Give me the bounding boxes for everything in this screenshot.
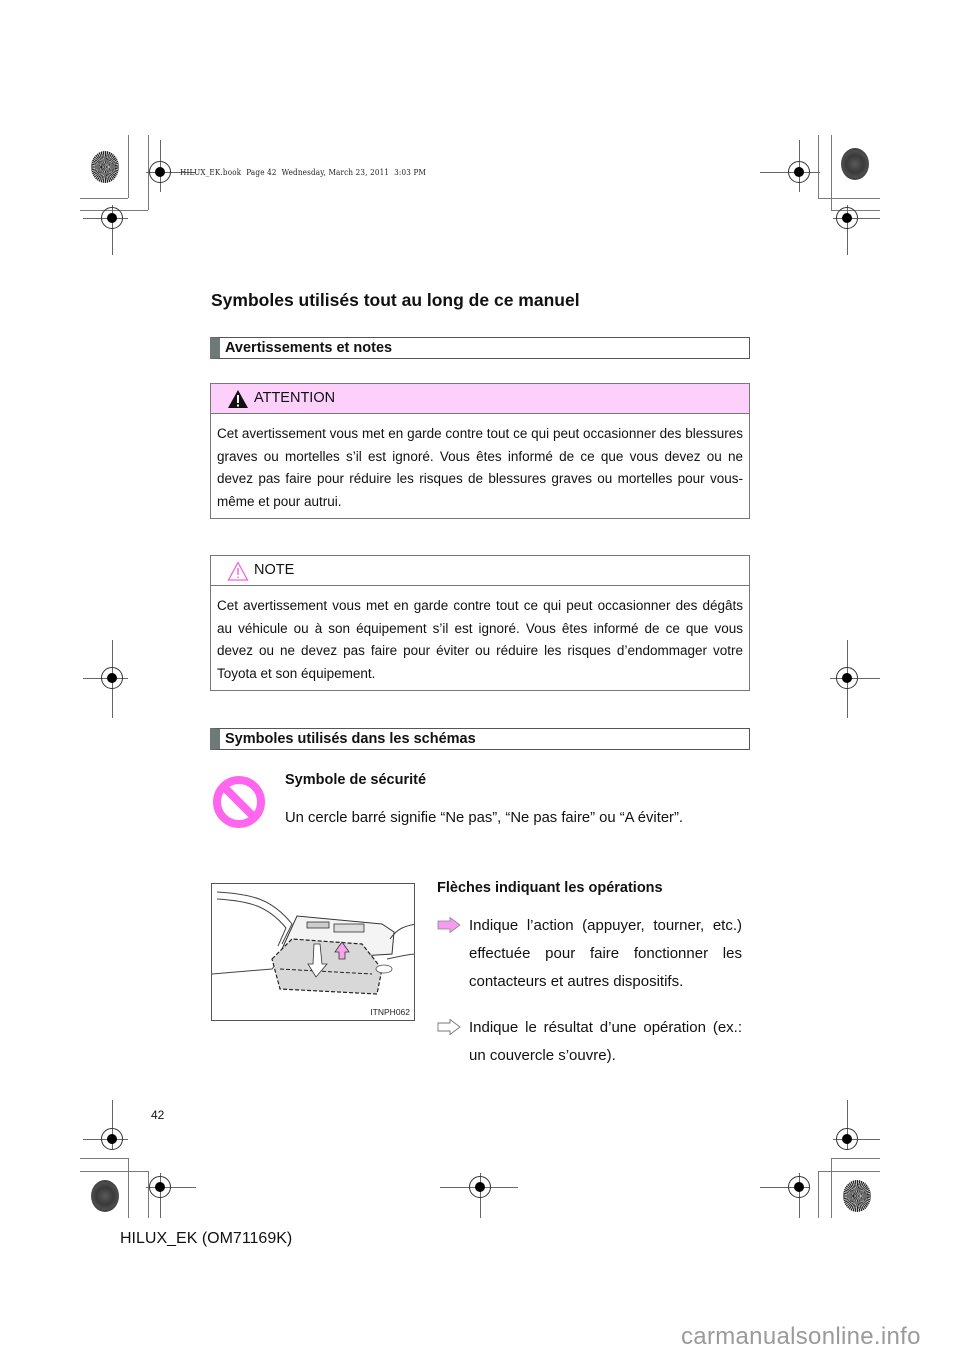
- crop-line: [818, 1171, 819, 1218]
- watermark: carmanualsonline.info: [681, 1323, 921, 1350]
- warning-triangle-filled-icon: [227, 389, 249, 409]
- registration-mark: [836, 1128, 858, 1150]
- section-heading-label: Avertissements et notes: [225, 340, 393, 356]
- starburst-mark: [843, 1180, 871, 1212]
- crop-line: [831, 1158, 880, 1159]
- crop-line: [818, 135, 819, 198]
- arrow-legend-text: Indique le résultat d’une opération (ex.: un couvercle s’ouvre).: [469, 1019, 742, 1064]
- warning-triangle-outline-icon: [227, 561, 249, 581]
- figure-code: ITNPH062: [370, 1007, 410, 1017]
- registration-mark: [788, 161, 810, 183]
- registration-mark: [101, 1128, 123, 1150]
- document-code: HILUX_EK (OM71169K): [120, 1230, 293, 1247]
- overhead-console-illustration: [211, 883, 415, 1021]
- book-meta-header: HILUX_EK.book Page 42 Wednesday, March 23, 2011 3:03 PM: [180, 168, 427, 178]
- note-title: NOTE: [254, 562, 295, 578]
- starburst-mark: [91, 151, 119, 183]
- registration-mark: [149, 161, 171, 183]
- attention-callout: [210, 383, 750, 519]
- crop-line: [818, 198, 880, 199]
- note-body: Cet avertissement vous met en garde contre tout ce qui peut occasionner des dégâts au véhicule ou à son équipement s’il est ignoré. Vous êtes informé de ce que vous devez ou ne devez pas faire pour éviter ou réduire les risques d’endommager votre Toyota et son équipement.: [217, 598, 743, 681]
- attention-title: ATTENTION: [254, 390, 336, 406]
- crop-line: [128, 1158, 129, 1218]
- crop-line: [831, 135, 832, 210]
- prohibition-circle-icon: [212, 775, 266, 829]
- registration-mark: [836, 207, 858, 229]
- registration-mark: [101, 207, 123, 229]
- outline-arrow-icon: [437, 1019, 461, 1035]
- arrow-legend-text: Indique l’action (appuyer, tourner, etc.) effectuée pour faire fonctionner les contacteurs et autres dispositifs.: [469, 917, 742, 990]
- arrow-legend-item: [437, 1014, 742, 1070]
- safety-symbol-text: Un cercle barré signifie “Ne pas”, “Ne pas faire” ou “A éviter”.: [285, 810, 684, 826]
- crop-line: [80, 1158, 128, 1159]
- pink-filled-arrow-icon: [437, 917, 461, 933]
- crop-line: [80, 198, 128, 199]
- dark-disc-mark: [91, 1180, 119, 1212]
- arrows-title: Flèches indiquant les opérations: [437, 880, 663, 896]
- registration-mark: [788, 1176, 810, 1198]
- console-drawing: [212, 884, 415, 1021]
- section-heading-diagrams: [210, 728, 750, 750]
- crop-line: [148, 1171, 149, 1218]
- dark-disc-mark: [841, 148, 869, 180]
- arrow-legend-item: [437, 912, 742, 996]
- crop-line: [831, 1158, 832, 1218]
- crop-line: [80, 1171, 148, 1172]
- note-header: [211, 556, 749, 586]
- page-number: 42: [151, 1108, 165, 1122]
- section-heading-label: Symboles utilisés dans les schémas: [225, 731, 476, 747]
- page-title: Symboles utilisés tout au long de ce manuel: [211, 290, 580, 310]
- attention-body: Cet avertissement vous met en garde contre tout ce qui peut occasionner des blessures graves ou mortelles s’il est ignoré. Vous êtes informé de ce que vous devez ou ne devez pas faire pour réduire les risques de blessures graves ou mortelles pour vous-même et pour autrui.: [217, 426, 743, 509]
- note-callout: [210, 555, 750, 691]
- registration-mark: [101, 667, 123, 689]
- registration-mark: [149, 1176, 171, 1198]
- crop-line: [818, 1171, 880, 1172]
- section-heading-warnings: [210, 337, 750, 359]
- safety-symbol-title: Symbole de sécurité: [285, 772, 427, 788]
- registration-mark: [836, 667, 858, 689]
- crop-line: [128, 135, 129, 198]
- registration-mark: [469, 1176, 491, 1198]
- attention-header: [211, 384, 749, 414]
